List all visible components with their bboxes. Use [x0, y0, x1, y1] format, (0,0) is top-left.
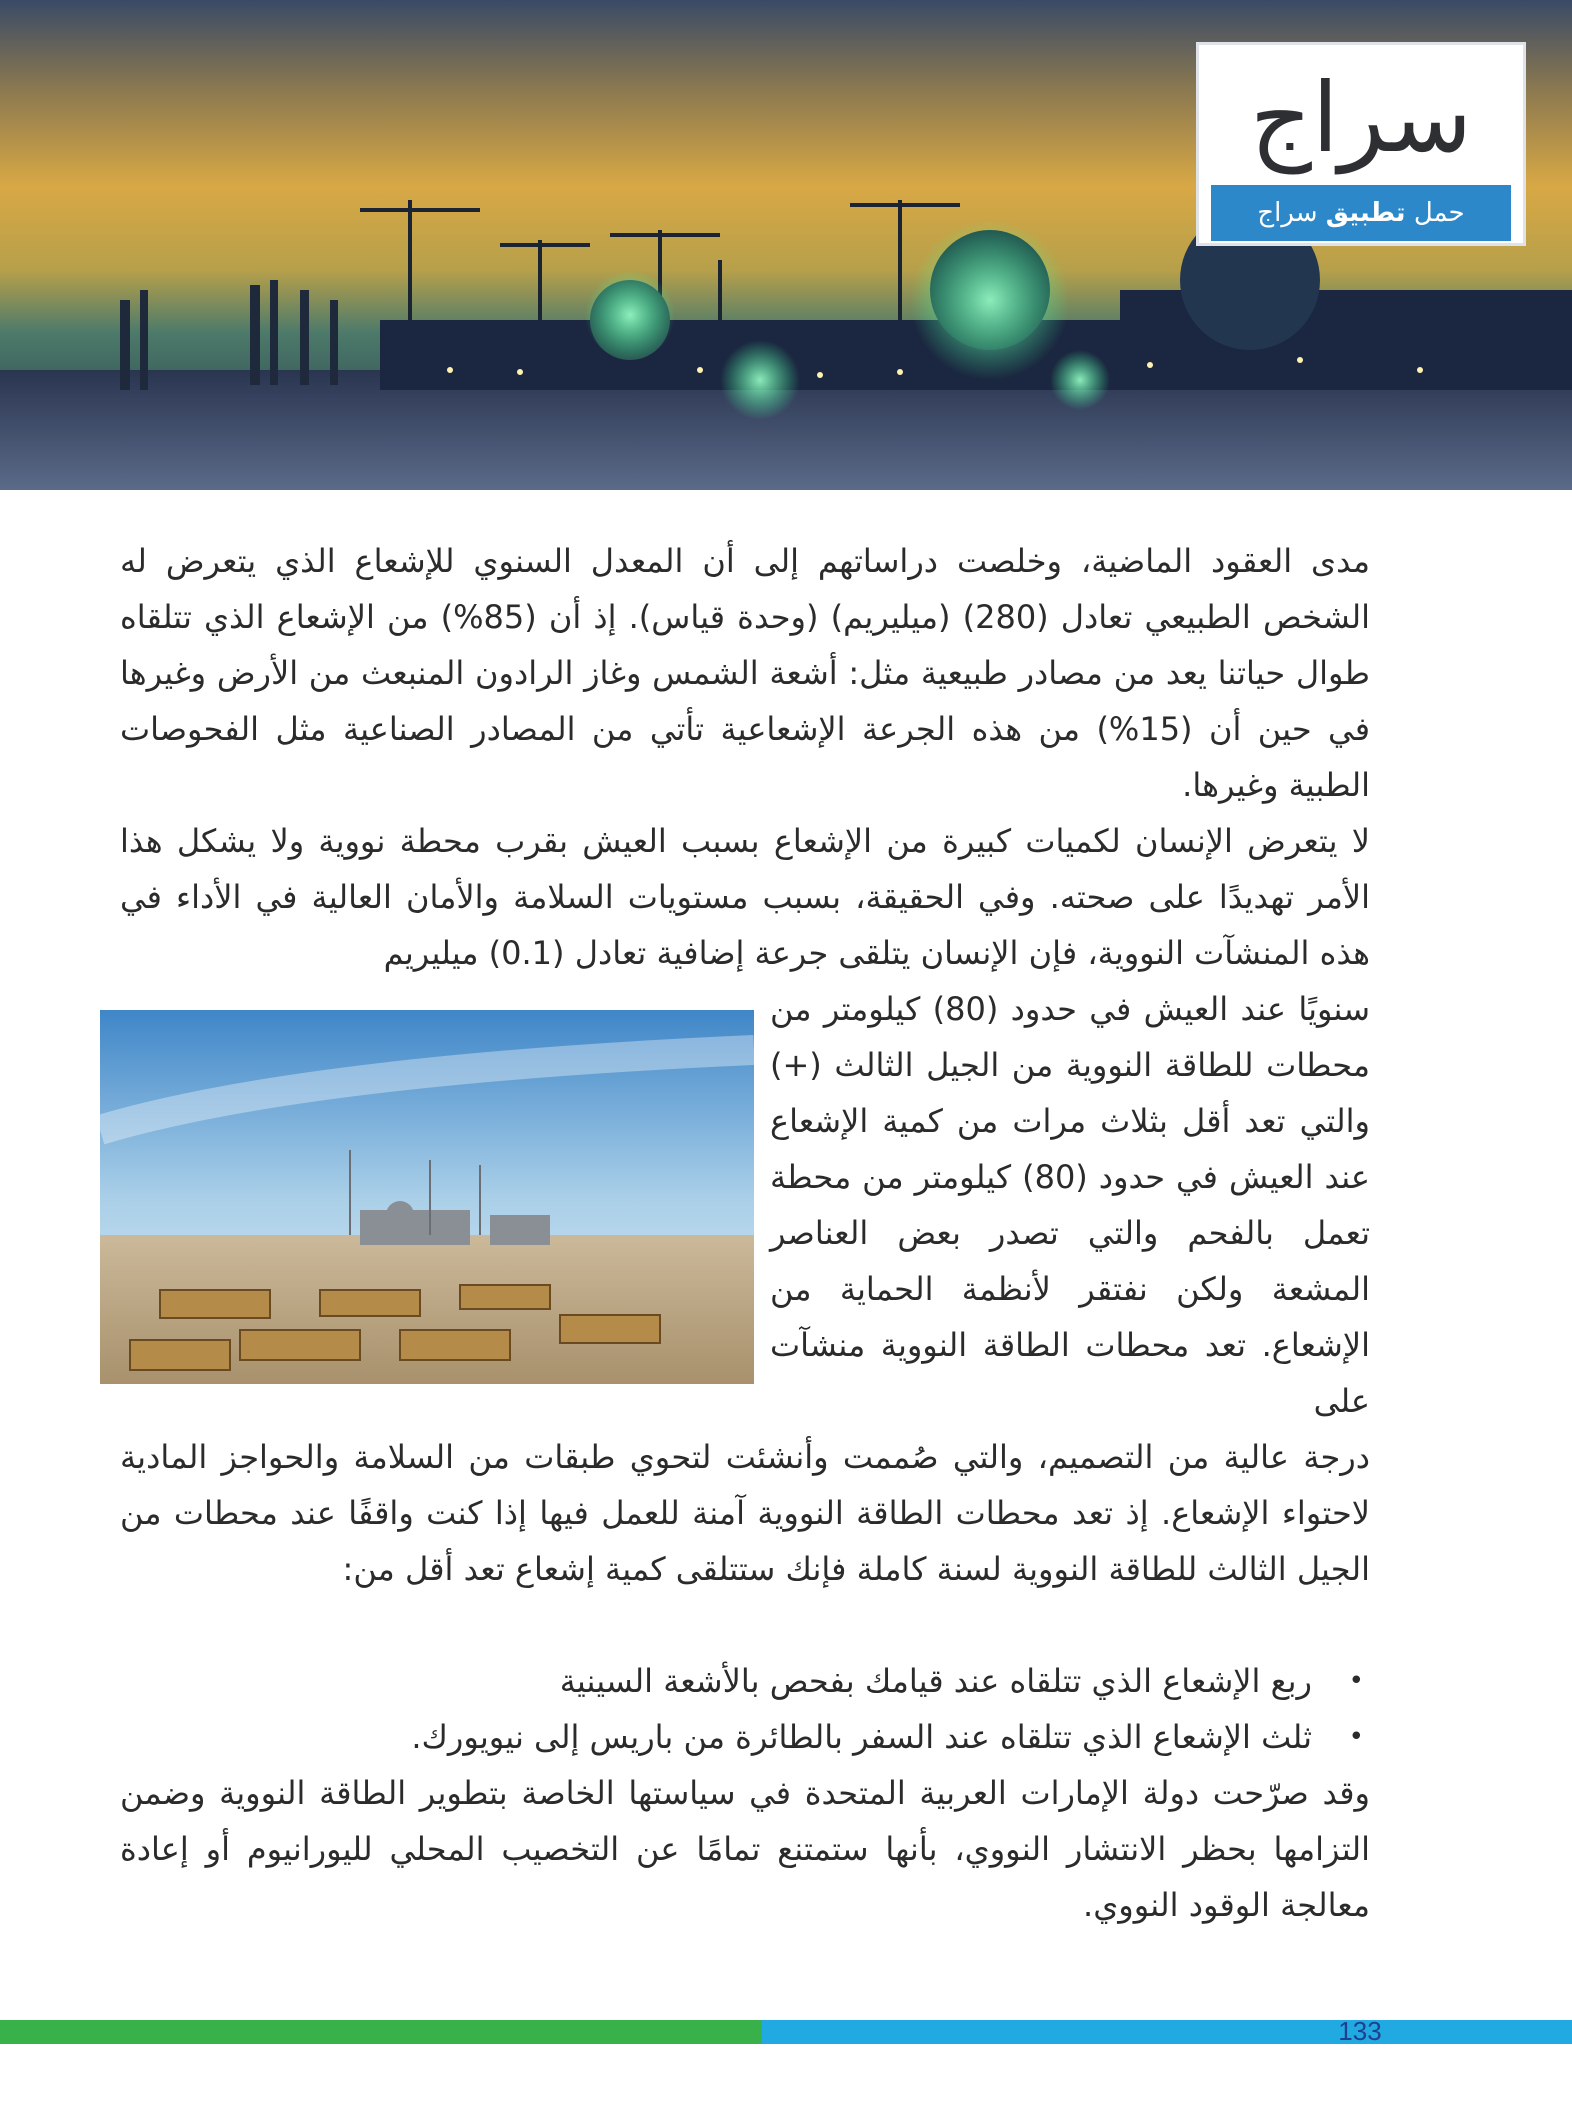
plant-construction-photo — [100, 1010, 754, 1384]
paragraph-2 — [120, 813, 1370, 981]
siraj-logo — [1196, 42, 1526, 246]
page-number: 133 — [1338, 2016, 1382, 2046]
paragraph-3-text: سنويًا عند العيش في حدود (80) كيلومتر من محطات للطاقة النووية من الجيل الثالث (+) والتي تعد أقل بثلاث مرات من كمية الإشعاع عند العيش في حدود (80) كيلومتر من محطة تعمل بالفحم والتي تصدر بعض العناصر المشعة ولكن نفتقر لأنظمة الحماية من الإشعاع. تعد محطات الطاقة النووية منشآت على — [770, 990, 1371, 1420]
tagline-bold: تطبيق — [1325, 198, 1406, 228]
bullet-item: • ربع الإشعاع الذي تتلقاه عند قيامك بفحص بالأشعة السينية — [300, 1653, 1370, 1709]
paragraph-4 — [120, 1429, 1370, 1653]
paragraph-3 — [770, 981, 1370, 1429]
paragraph-1 — [120, 533, 1370, 813]
paragraph-2-text: لا يتعرض الإنسان لكميات كبيرة من الإشعاع بسبب العيش بقرب محطة نووية ولا يشكل هذا الأمر تهديدًا على صحته. وفي الحقيقة، بسبب مستويات السلامة والأمان العالية في الأداء في هذه المنشآت النووية، فإن الإنسان يتلقى جرعة إضافية تعادل (0.1) ميليريم — [120, 822, 1370, 972]
logo-tagline — [1211, 185, 1511, 241]
paragraph-5-text: وقد صرّحت دولة الإمارات العربية المتحدة في سياستها الخاصة بتطوير الطاقة النووية وضمن التزامها بحظر الانتشار النووي، بأنها ستمتنع تمامًا عن التخصيب المحلي لليورانيوم أو إعادة معالجة الوقود النووي. — [120, 1774, 1370, 1924]
paragraph-1-text: مدى العقود الماضية، وخلصت دراساتهم إلى أن المعدل السنوي للإشعاع الذي يتعرض له الشخص الطبيعي تعادل (280) (ميليريم) (وحدة قياس). إذ أن (85%) من الإشعاع الذي تتلقاه طوال حياتنا يعد من مصادر طبيعية مثل: أشعة الشمس وغاز الرادون المنبعث من الأرض وغيرها في حين أن (15%) من هذه الجرعة الإشعاعية تأتي من المصادر الصناعية مثل الفحوصات الطبية وغيرها. — [120, 542, 1371, 804]
tagline-suffix: سراج — [1257, 198, 1318, 228]
paragraph-5 — [120, 1765, 1370, 1933]
logo-wordmark: سراج — [1249, 62, 1473, 174]
construction-site-illustration — [100, 1010, 754, 1384]
bullet-list — [300, 1653, 1370, 1765]
footer-bar-blue — [762, 2020, 1572, 2044]
footer-bar-green — [0, 2020, 762, 2044]
bullet-item: • ثلث الإشعاع الذي تتلقاه عند السفر بالطائرة من باريس إلى نيويورك. — [300, 1709, 1370, 1765]
paragraph-4-text: درجة عالية من التصميم، والتي صُممت وأنشئت لتحوي طبقات من السلامة والحواجز المادية لاحتواء الإشعاع. إذ تعد محطات الطاقة النووية آمنة للعمل فيها إذا كنت واقفًا عند محطات من الجيل الثالث للطاقة النووية لسنة كاملة فإنك ستتلقى كمية إشعاع تعد أقل من: — [120, 1438, 1370, 1588]
tagline-prefix: حمل — [1413, 198, 1465, 228]
